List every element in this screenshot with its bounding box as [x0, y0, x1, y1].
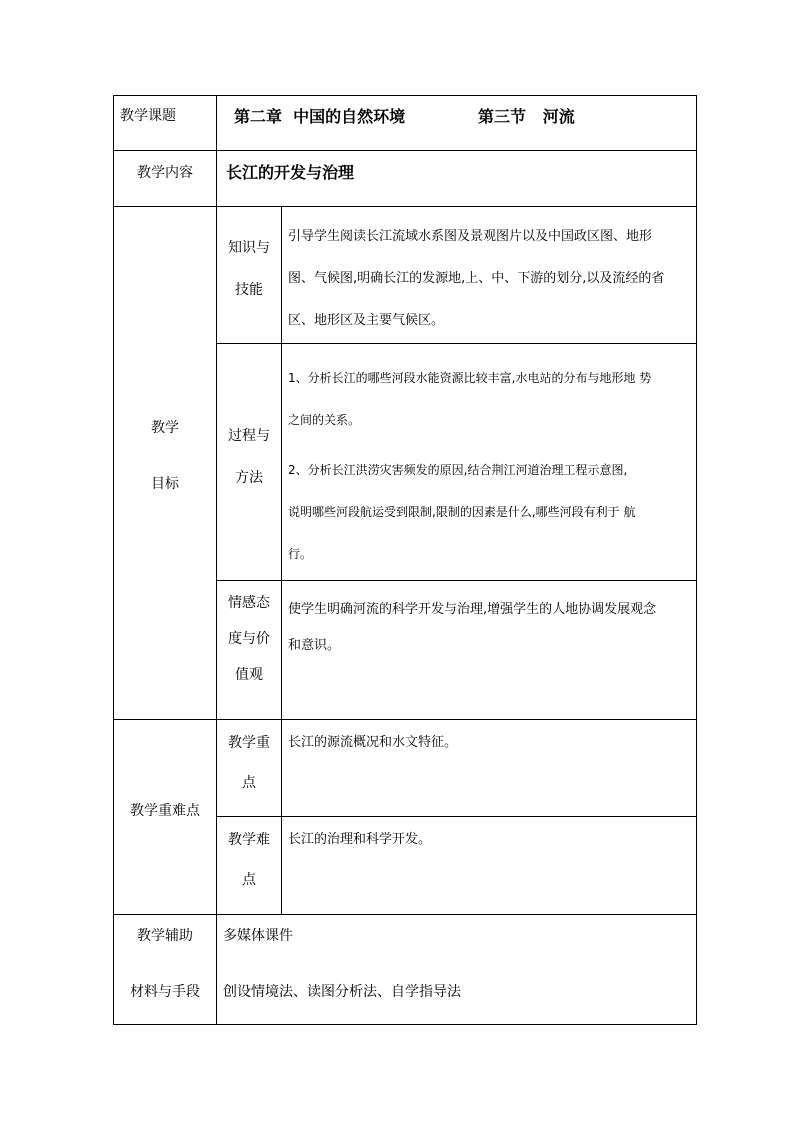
table-border-right	[696, 95, 697, 1025]
focus-label-line1: 教学重	[228, 735, 270, 751]
topic-section: 第三节 河流	[478, 107, 575, 126]
emotion-label-line1: 情感态	[228, 595, 270, 611]
difficulty-label-line1: 教学难	[228, 832, 270, 848]
sub-divider-knowledge	[216, 343, 697, 344]
knowledge-label-line2: 技能	[235, 282, 263, 298]
goals-label-line1: 教学	[151, 420, 179, 436]
content-label: 教学内容	[137, 165, 193, 181]
aids-label-line2: 材料与手段	[130, 984, 200, 1000]
process-text	[288, 357, 693, 575]
emotion-label-line2: 度与价	[228, 631, 270, 647]
table-border-top	[113, 95, 697, 96]
process-p2-line-3: 行。	[288, 547, 313, 561]
process-label-line2: 方法	[235, 470, 263, 486]
knowledge-line-3: 区、地形区及主要气候区。	[288, 313, 445, 328]
topic-chapter: 第二章 中国的自然环境	[234, 107, 406, 126]
knowledge-line-1: 引导学生阅读长江流域水系图及景观图片以及中国政区图、地形	[288, 229, 653, 244]
topic-label: 教学课题	[120, 108, 176, 124]
difficulty-label-line2: 点	[242, 872, 256, 888]
keypoints-label: 教学重难点	[130, 803, 200, 819]
process-p2-line-2: 说明哪些河段航运受到限制,限制的因素是什么,哪些河段有利于 航	[288, 505, 636, 519]
difficulty-value: 长江的治理和科学开发。	[288, 832, 432, 847]
difficulty-label	[217, 830, 281, 890]
aids-value-line-2: 创设情境法、读图分析法、自学指导法	[223, 984, 461, 1000]
focus-value: 长江的源流概况和水文特征。	[288, 735, 458, 750]
knowledge-line-2: 图、气候图,明确长江的发源地,上、中、下游的划分,以及流经的省	[288, 271, 665, 286]
knowledge-text	[288, 216, 693, 342]
row-divider-goals	[113, 719, 697, 720]
row-divider-topic	[113, 150, 697, 151]
emotion-label	[217, 593, 281, 685]
process-label	[217, 426, 281, 488]
goals-label-line2: 目标	[151, 476, 179, 492]
table-border-bottom	[113, 1024, 697, 1025]
emotion-line-1: 使学生明确河流的科学开发与治理,增强学生的人地协调发展观念	[288, 602, 657, 617]
column-divider-sub	[281, 206, 282, 914]
sub-divider-focus	[216, 816, 697, 817]
table-border-left	[113, 95, 114, 1025]
aids-value-line-1: 多媒体课件	[223, 928, 293, 944]
focus-label	[217, 733, 281, 793]
process-p1-line-1: 1、分析长江的哪些河段水能资源比较丰富,水电站的分布与地形地 势	[288, 371, 652, 385]
row-divider-keypoints	[113, 914, 697, 915]
sub-divider-process	[216, 580, 697, 581]
aids-label	[114, 926, 216, 1002]
process-p2-line-1: 2、分析长江洪涝灾害频发的原因,结合荆江河道治理工程示意图,	[288, 463, 628, 477]
focus-label-line2: 点	[242, 775, 256, 791]
aids-value	[223, 926, 683, 1002]
process-p1-line-2: 之间的关系。	[288, 413, 361, 427]
process-label-line1: 过程与	[228, 428, 270, 444]
content-value: 长江的开发与治理	[226, 163, 355, 182]
goals-label	[114, 418, 216, 494]
knowledge-label	[217, 238, 281, 300]
emotion-text	[288, 592, 693, 664]
emotion-label-line3: 值观	[235, 667, 263, 683]
aids-label-line1: 教学辅助	[137, 928, 193, 944]
knowledge-label-line1: 知识与	[228, 240, 270, 256]
emotion-line-2: 和意识。	[288, 638, 341, 653]
row-divider-content	[113, 206, 697, 207]
